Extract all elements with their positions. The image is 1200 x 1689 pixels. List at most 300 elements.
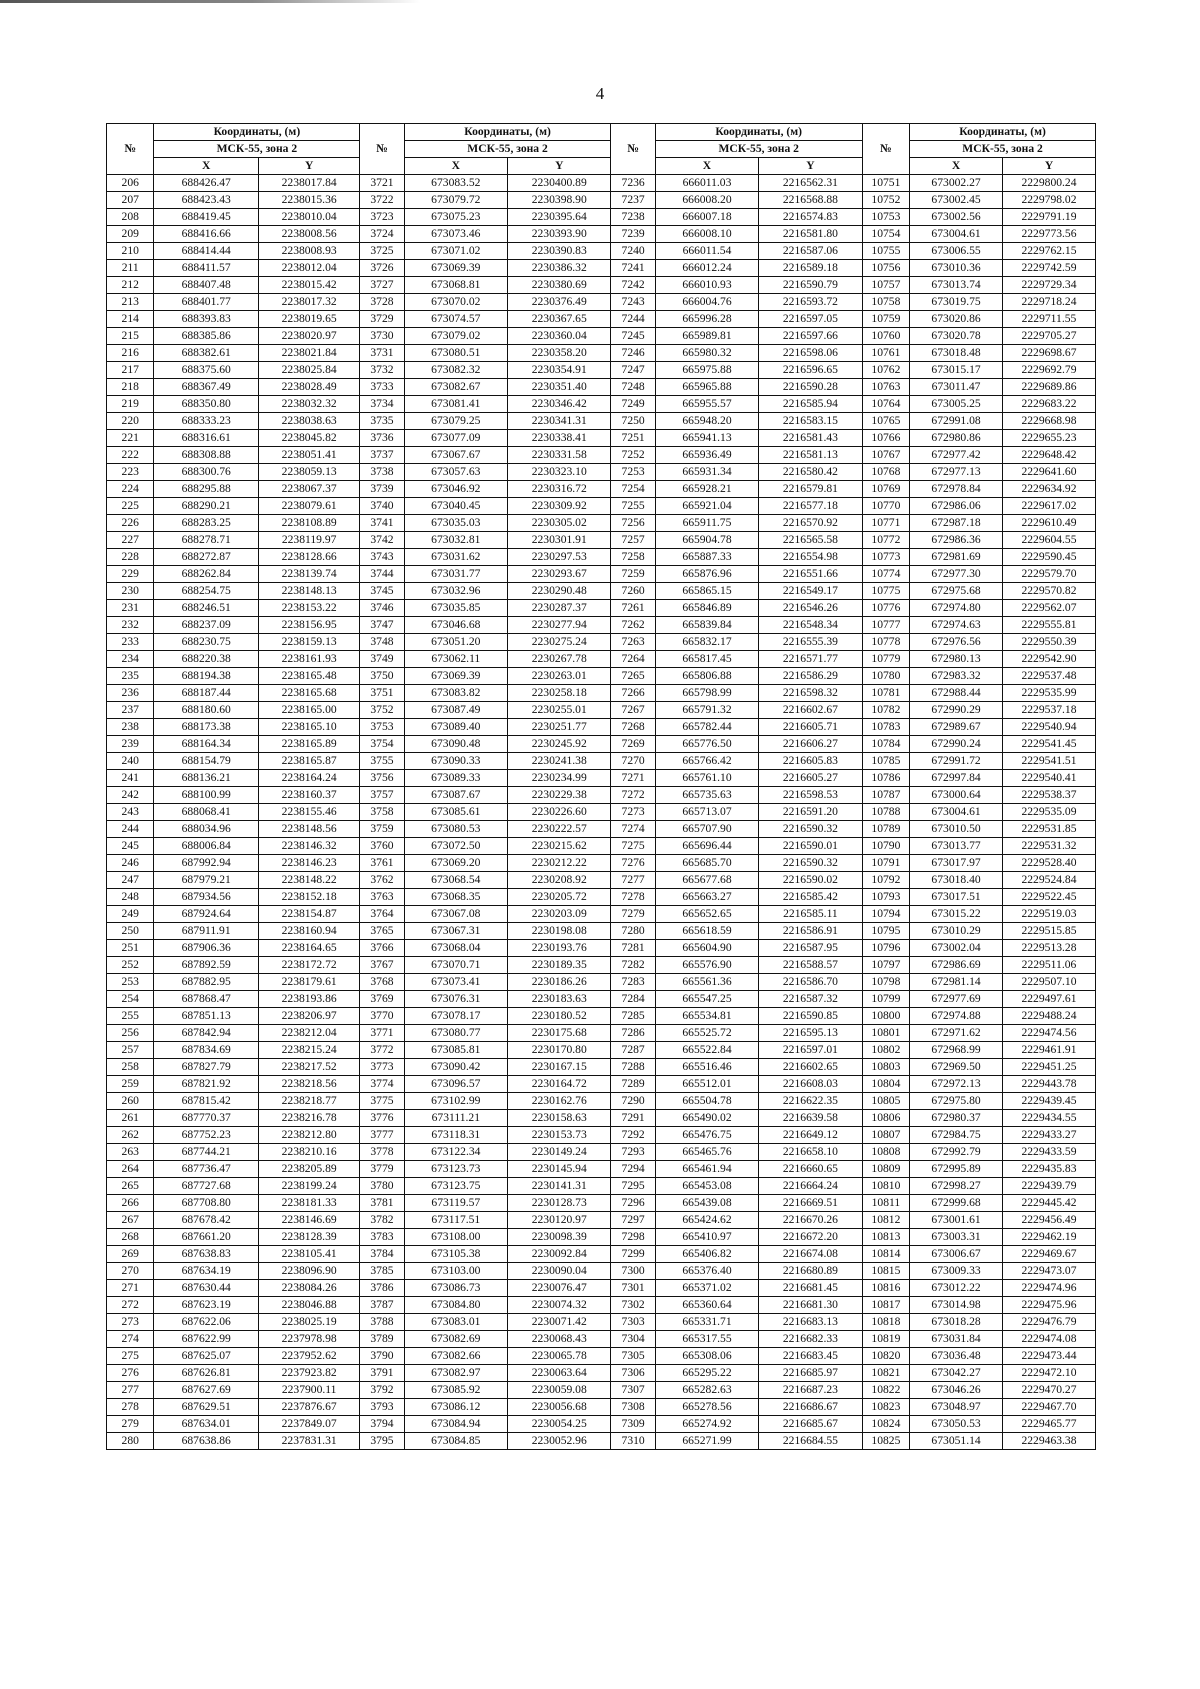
x-value-cell: 673032.96	[404, 583, 507, 600]
point-number-cell: 3785	[360, 1263, 404, 1280]
point-number-cell: 10792	[862, 872, 909, 889]
x-value-cell: 665928.21	[655, 481, 758, 498]
x-value-cell: 665331.71	[655, 1314, 758, 1331]
point-number-cell: 7256	[611, 515, 655, 532]
point-number-cell: 7309	[611, 1416, 655, 1433]
y-value-cell: 2229462.19	[1003, 1229, 1096, 1246]
point-number-cell: 7304	[611, 1331, 655, 1348]
y-value-cell: 2216565.58	[759, 532, 862, 549]
table-row	[107, 396, 1096, 413]
point-number-cell: 7280	[611, 923, 655, 940]
y-value-cell: 2230229.38	[508, 787, 611, 804]
point-number-cell: 273	[107, 1314, 154, 1331]
y-value-cell: 2238020.97	[258, 328, 359, 345]
y-value-cell: 2216681.45	[759, 1280, 862, 1297]
y-value-cell: 2229535.09	[1003, 804, 1096, 821]
table-row	[107, 328, 1096, 345]
point-number-cell: 10789	[862, 821, 909, 838]
x-value-cell: 673080.77	[404, 1025, 507, 1042]
point-number-cell: 3744	[360, 566, 404, 583]
x-value-cell: 687770.37	[154, 1110, 258, 1127]
y-value-cell: 2229617.02	[1003, 498, 1096, 515]
x-value-cell: 672969.50	[910, 1059, 1003, 1076]
table-row	[107, 940, 1096, 957]
y-value-cell: 2216687.23	[759, 1382, 862, 1399]
point-number-cell: 7255	[611, 498, 655, 515]
point-number-cell: 258	[107, 1059, 154, 1076]
y-value-cell: 2229515.85	[1003, 923, 1096, 940]
x-value-cell: 673084.80	[404, 1297, 507, 1314]
x-value-cell: 687924.64	[154, 906, 258, 923]
y-value-cell: 2229655.23	[1003, 430, 1096, 447]
point-number-cell: 7310	[611, 1433, 655, 1450]
y-value-cell: 2238159.13	[258, 634, 359, 651]
x-value-cell: 665308.06	[655, 1348, 758, 1365]
x-value-cell: 688423.43	[154, 192, 258, 209]
x-value-cell: 665534.81	[655, 1008, 758, 1025]
x-value-cell: 665839.84	[655, 617, 758, 634]
point-number-cell: 7283	[611, 974, 655, 991]
point-number-cell: 7284	[611, 991, 655, 1008]
point-number-cell: 10823	[862, 1399, 909, 1416]
x-value-cell: 665274.92	[655, 1416, 758, 1433]
y-value-cell: 2216598.06	[759, 345, 862, 362]
point-number-cell: 10818	[862, 1314, 909, 1331]
point-number-cell: 10813	[862, 1229, 909, 1246]
y-value-cell: 2238165.68	[258, 685, 359, 702]
point-number-cell: 3770	[360, 1008, 404, 1025]
y-value-cell: 2238139.74	[258, 566, 359, 583]
x-value-cell: 687744.21	[154, 1144, 258, 1161]
point-number-cell: 7268	[611, 719, 655, 736]
y-value-cell: 2229555.81	[1003, 617, 1096, 634]
point-number-cell: 7288	[611, 1059, 655, 1076]
point-number-cell: 10754	[862, 226, 909, 243]
point-number-cell: 10816	[862, 1280, 909, 1297]
table-row	[107, 923, 1096, 940]
point-number-cell: 3791	[360, 1365, 404, 1382]
y-value-cell: 2229562.07	[1003, 600, 1096, 617]
point-number-cell: 10767	[862, 447, 909, 464]
point-number-cell: 10811	[862, 1195, 909, 1212]
y-value-cell: 2230331.58	[508, 447, 611, 464]
x-value-cell: 673006.55	[910, 243, 1003, 260]
x-value-cell: 672990.29	[910, 702, 1003, 719]
y-value-cell: 2230212.22	[508, 855, 611, 872]
point-number-cell: 10807	[862, 1127, 909, 1144]
x-value-cell: 672980.37	[910, 1110, 1003, 1127]
table-row	[107, 1280, 1096, 1297]
point-number-cell: 10760	[862, 328, 909, 345]
header-y: Y	[508, 158, 611, 175]
y-value-cell: 2230068.43	[508, 1331, 611, 1348]
point-number-cell: 7247	[611, 362, 655, 379]
y-value-cell: 2216602.67	[759, 702, 862, 719]
y-value-cell: 2230149.24	[508, 1144, 611, 1161]
y-value-cell: 2216682.33	[759, 1331, 862, 1348]
point-number-cell: 3768	[360, 974, 404, 991]
y-value-cell: 2229742.59	[1003, 260, 1096, 277]
y-value-cell: 2230241.38	[508, 753, 611, 770]
point-number-cell: 3767	[360, 957, 404, 974]
y-value-cell: 2238181.33	[258, 1195, 359, 1212]
x-value-cell: 665996.28	[655, 311, 758, 328]
point-number-cell: 206	[107, 175, 154, 192]
point-number-cell: 262	[107, 1127, 154, 1144]
point-number-cell: 10805	[862, 1093, 909, 1110]
y-value-cell: 2229711.55	[1003, 311, 1096, 328]
point-number-cell: 3750	[360, 668, 404, 685]
point-number-cell: 264	[107, 1161, 154, 1178]
table-row	[107, 1042, 1096, 1059]
table-row	[107, 1382, 1096, 1399]
header-zone: МСК-55, зона 2	[910, 141, 1096, 158]
y-value-cell: 2238172.72	[258, 957, 359, 974]
y-value-cell: 2237952.62	[258, 1348, 359, 1365]
point-number-cell: 10770	[862, 498, 909, 515]
point-number-cell: 234	[107, 651, 154, 668]
y-value-cell: 2238051.41	[258, 447, 359, 464]
x-value-cell: 672987.18	[910, 515, 1003, 532]
x-value-cell: 673000.64	[910, 787, 1003, 804]
x-value-cell: 687638.86	[154, 1433, 258, 1450]
table-row	[107, 1059, 1096, 1076]
point-number-cell: 10774	[862, 566, 909, 583]
y-value-cell: 2238156.95	[258, 617, 359, 634]
y-value-cell: 2230386.32	[508, 260, 611, 277]
x-value-cell: 673119.57	[404, 1195, 507, 1212]
point-number-cell: 3760	[360, 838, 404, 855]
point-number-cell: 271	[107, 1280, 154, 1297]
point-number-cell: 247	[107, 872, 154, 889]
point-number-cell: 3786	[360, 1280, 404, 1297]
x-value-cell: 666007.18	[655, 209, 758, 226]
x-value-cell: 673046.92	[404, 481, 507, 498]
point-number-cell: 10803	[862, 1059, 909, 1076]
point-number-cell: 3728	[360, 294, 404, 311]
y-value-cell: 2216590.85	[759, 1008, 862, 1025]
y-value-cell: 2229540.41	[1003, 770, 1096, 787]
x-value-cell: 672986.36	[910, 532, 1003, 549]
y-value-cell: 2216568.88	[759, 192, 862, 209]
point-number-cell: 10765	[862, 413, 909, 430]
x-value-cell: 673083.52	[404, 175, 507, 192]
x-value-cell: 672976.56	[910, 634, 1003, 651]
y-value-cell: 2238165.10	[258, 719, 359, 736]
y-value-cell: 2229433.27	[1003, 1127, 1096, 1144]
x-value-cell: 688194.38	[154, 668, 258, 685]
y-value-cell: 2230186.26	[508, 974, 611, 991]
y-value-cell: 2229550.39	[1003, 634, 1096, 651]
y-value-cell: 2216586.91	[759, 923, 862, 940]
x-value-cell: 687979.21	[154, 872, 258, 889]
point-number-cell: 3746	[360, 600, 404, 617]
y-value-cell: 2238165.48	[258, 668, 359, 685]
table-row	[107, 260, 1096, 277]
x-value-cell: 673032.81	[404, 532, 507, 549]
point-number-cell: 10802	[862, 1042, 909, 1059]
y-value-cell: 2238019.65	[258, 311, 359, 328]
x-value-cell: 665652.65	[655, 906, 758, 923]
point-number-cell: 7274	[611, 821, 655, 838]
y-value-cell: 2238025.19	[258, 1314, 359, 1331]
x-value-cell: 673082.66	[404, 1348, 507, 1365]
point-number-cell: 7289	[611, 1076, 655, 1093]
point-number-cell: 10812	[862, 1212, 909, 1229]
y-value-cell: 2238015.42	[258, 277, 359, 294]
x-value-cell: 673004.61	[910, 804, 1003, 821]
point-number-cell: 276	[107, 1365, 154, 1382]
point-number-cell: 3784	[360, 1246, 404, 1263]
y-value-cell: 2230358.20	[508, 345, 611, 362]
y-value-cell: 2230141.31	[508, 1178, 611, 1195]
table-row	[107, 685, 1096, 702]
x-value-cell: 687629.51	[154, 1399, 258, 1416]
point-number-cell: 214	[107, 311, 154, 328]
point-number-cell: 223	[107, 464, 154, 481]
point-number-cell: 10797	[862, 957, 909, 974]
x-value-cell: 688173.38	[154, 719, 258, 736]
point-number-cell: 3756	[360, 770, 404, 787]
y-value-cell: 2238017.84	[258, 175, 359, 192]
x-value-cell: 673090.42	[404, 1059, 507, 1076]
point-number-cell: 219	[107, 396, 154, 413]
y-value-cell: 2216574.83	[759, 209, 862, 226]
header-x: X	[154, 158, 258, 175]
y-value-cell: 2229773.56	[1003, 226, 1096, 243]
table-row	[107, 1195, 1096, 1212]
x-value-cell: 665465.76	[655, 1144, 758, 1161]
x-value-cell: 672998.27	[910, 1178, 1003, 1195]
x-value-cell: 687834.69	[154, 1042, 258, 1059]
x-value-cell: 688300.76	[154, 464, 258, 481]
x-value-cell: 688278.71	[154, 532, 258, 549]
y-value-cell: 2216590.01	[759, 838, 862, 855]
point-number-cell: 3727	[360, 277, 404, 294]
x-value-cell: 665766.42	[655, 753, 758, 770]
point-number-cell: 10791	[862, 855, 909, 872]
point-number-cell: 10762	[862, 362, 909, 379]
x-value-cell: 672975.68	[910, 583, 1003, 600]
x-value-cell: 687708.80	[154, 1195, 258, 1212]
point-number-cell: 207	[107, 192, 154, 209]
y-value-cell: 2230189.35	[508, 957, 611, 974]
point-number-cell: 3731	[360, 345, 404, 362]
x-value-cell: 666008.10	[655, 226, 758, 243]
x-value-cell: 673086.12	[404, 1399, 507, 1416]
x-value-cell: 688401.77	[154, 294, 258, 311]
x-value-cell: 687842.94	[154, 1025, 258, 1042]
x-value-cell: 666011.54	[655, 243, 758, 260]
point-number-cell: 7254	[611, 481, 655, 498]
x-value-cell: 665904.78	[655, 532, 758, 549]
x-value-cell: 673072.50	[404, 838, 507, 855]
x-value-cell: 673048.97	[910, 1399, 1003, 1416]
point-number-cell: 256	[107, 1025, 154, 1042]
y-value-cell: 2216577.18	[759, 498, 862, 515]
point-number-cell: 3775	[360, 1093, 404, 1110]
table-row	[107, 889, 1096, 906]
table-row	[107, 243, 1096, 260]
y-value-cell: 2230175.68	[508, 1025, 611, 1042]
x-value-cell: 688272.87	[154, 549, 258, 566]
x-value-cell: 673079.25	[404, 413, 507, 430]
point-number-cell: 10777	[862, 617, 909, 634]
point-number-cell: 3773	[360, 1059, 404, 1076]
y-value-cell: 2216590.02	[759, 872, 862, 889]
point-number-cell: 7241	[611, 260, 655, 277]
x-value-cell: 687638.83	[154, 1246, 258, 1263]
point-number-cell: 257	[107, 1042, 154, 1059]
x-value-cell: 673069.39	[404, 260, 507, 277]
table-row	[107, 1093, 1096, 1110]
table-row	[107, 1178, 1096, 1195]
table-row	[107, 770, 1096, 787]
y-value-cell: 2229590.45	[1003, 549, 1096, 566]
table-row	[107, 1144, 1096, 1161]
x-value-cell: 666010.93	[655, 277, 758, 294]
x-value-cell: 688350.80	[154, 396, 258, 413]
x-value-cell: 672971.62	[910, 1025, 1003, 1042]
y-value-cell: 2229456.49	[1003, 1212, 1096, 1229]
x-value-cell: 673082.32	[404, 362, 507, 379]
y-value-cell: 2230208.92	[508, 872, 611, 889]
x-value-cell: 666008.20	[655, 192, 758, 209]
point-number-cell: 7275	[611, 838, 655, 855]
x-value-cell: 665282.63	[655, 1382, 758, 1399]
x-value-cell: 688136.21	[154, 770, 258, 787]
point-number-cell: 7281	[611, 940, 655, 957]
x-value-cell: 673010.50	[910, 821, 1003, 838]
table-row	[107, 1399, 1096, 1416]
x-value-cell: 673067.31	[404, 923, 507, 940]
x-value-cell: 672980.86	[910, 430, 1003, 447]
point-number-cell: 7297	[611, 1212, 655, 1229]
point-number-cell: 7271	[611, 770, 655, 787]
y-value-cell: 2238155.46	[258, 804, 359, 821]
header-zone: МСК-55, зона 2	[404, 141, 611, 158]
point-number-cell: 3764	[360, 906, 404, 923]
x-value-cell: 665936.49	[655, 447, 758, 464]
point-number-cell: 213	[107, 294, 154, 311]
x-value-cell: 687882.95	[154, 974, 258, 991]
y-value-cell: 2229648.42	[1003, 447, 1096, 464]
x-value-cell: 687622.06	[154, 1314, 258, 1331]
point-number-cell: 10775	[862, 583, 909, 600]
y-value-cell: 2230275.24	[508, 634, 611, 651]
x-value-cell: 673046.68	[404, 617, 507, 634]
y-value-cell: 2238148.56	[258, 821, 359, 838]
x-value-cell: 673083.01	[404, 1314, 507, 1331]
point-number-cell: 10808	[862, 1144, 909, 1161]
y-value-cell: 2216587.06	[759, 243, 862, 260]
x-value-cell: 672997.84	[910, 770, 1003, 787]
x-value-cell: 688382.61	[154, 345, 258, 362]
point-number-cell: 3759	[360, 821, 404, 838]
header-zone: МСК-55, зона 2	[154, 141, 360, 158]
y-value-cell: 2230063.64	[508, 1365, 611, 1382]
x-value-cell: 673006.67	[910, 1246, 1003, 1263]
x-value-cell: 672995.89	[910, 1161, 1003, 1178]
point-number-cell: 270	[107, 1263, 154, 1280]
x-value-cell: 665975.88	[655, 362, 758, 379]
x-value-cell: 673019.75	[910, 294, 1003, 311]
y-value-cell: 2216551.66	[759, 566, 862, 583]
y-value-cell: 2238021.84	[258, 345, 359, 362]
y-value-cell: 2216591.20	[759, 804, 862, 821]
x-value-cell: 673010.36	[910, 260, 1003, 277]
header-y: Y	[759, 158, 862, 175]
point-number-cell: 3751	[360, 685, 404, 702]
point-number-cell: 3758	[360, 804, 404, 821]
x-value-cell: 665371.02	[655, 1280, 758, 1297]
point-number-cell: 10778	[862, 634, 909, 651]
point-number-cell: 3734	[360, 396, 404, 413]
point-number-cell: 7286	[611, 1025, 655, 1042]
x-value-cell: 673002.45	[910, 192, 1003, 209]
point-number-cell: 7246	[611, 345, 655, 362]
x-value-cell: 688237.09	[154, 617, 258, 634]
header-number: №	[107, 124, 154, 175]
point-number-cell: 230	[107, 583, 154, 600]
point-number-cell: 10764	[862, 396, 909, 413]
x-value-cell: 688283.25	[154, 515, 258, 532]
x-value-cell: 688262.84	[154, 566, 258, 583]
table-row	[107, 379, 1096, 396]
point-number-cell: 7237	[611, 192, 655, 209]
point-number-cell: 7265	[611, 668, 655, 685]
point-number-cell: 3747	[360, 617, 404, 634]
table-row	[107, 1348, 1096, 1365]
x-value-cell: 665525.72	[655, 1025, 758, 1042]
y-value-cell: 2229692.79	[1003, 362, 1096, 379]
x-value-cell: 673062.11	[404, 651, 507, 668]
x-value-cell: 665931.34	[655, 464, 758, 481]
point-number-cell: 10763	[862, 379, 909, 396]
point-number-cell: 7285	[611, 1008, 655, 1025]
x-value-cell: 673118.31	[404, 1127, 507, 1144]
y-value-cell: 2229472.10	[1003, 1365, 1096, 1382]
x-value-cell: 688414.44	[154, 243, 258, 260]
point-number-cell: 238	[107, 719, 154, 736]
x-value-cell: 673085.81	[404, 1042, 507, 1059]
y-value-cell: 2216587.32	[759, 991, 862, 1008]
x-value-cell: 665685.70	[655, 855, 758, 872]
x-value-cell: 673015.22	[910, 906, 1003, 923]
table-row	[107, 1297, 1096, 1314]
y-value-cell: 2216596.65	[759, 362, 862, 379]
point-number-cell: 7282	[611, 957, 655, 974]
x-value-cell: 673002.56	[910, 209, 1003, 226]
x-value-cell: 665476.75	[655, 1127, 758, 1144]
x-value-cell: 688416.66	[154, 226, 258, 243]
y-value-cell: 2216660.65	[759, 1161, 862, 1178]
x-value-cell: 665677.68	[655, 872, 758, 889]
x-value-cell: 665832.17	[655, 634, 758, 651]
point-number-cell: 266	[107, 1195, 154, 1212]
x-value-cell: 673082.97	[404, 1365, 507, 1382]
point-number-cell: 3790	[360, 1348, 404, 1365]
y-value-cell: 2229461.91	[1003, 1042, 1096, 1059]
y-value-cell: 2237876.67	[258, 1399, 359, 1416]
x-value-cell: 687627.69	[154, 1382, 258, 1399]
y-value-cell: 2229604.55	[1003, 532, 1096, 549]
point-number-cell: 274	[107, 1331, 154, 1348]
point-number-cell: 3794	[360, 1416, 404, 1433]
x-value-cell: 673087.49	[404, 702, 507, 719]
point-number-cell: 3774	[360, 1076, 404, 1093]
y-value-cell: 2229463.38	[1003, 1433, 1096, 1450]
